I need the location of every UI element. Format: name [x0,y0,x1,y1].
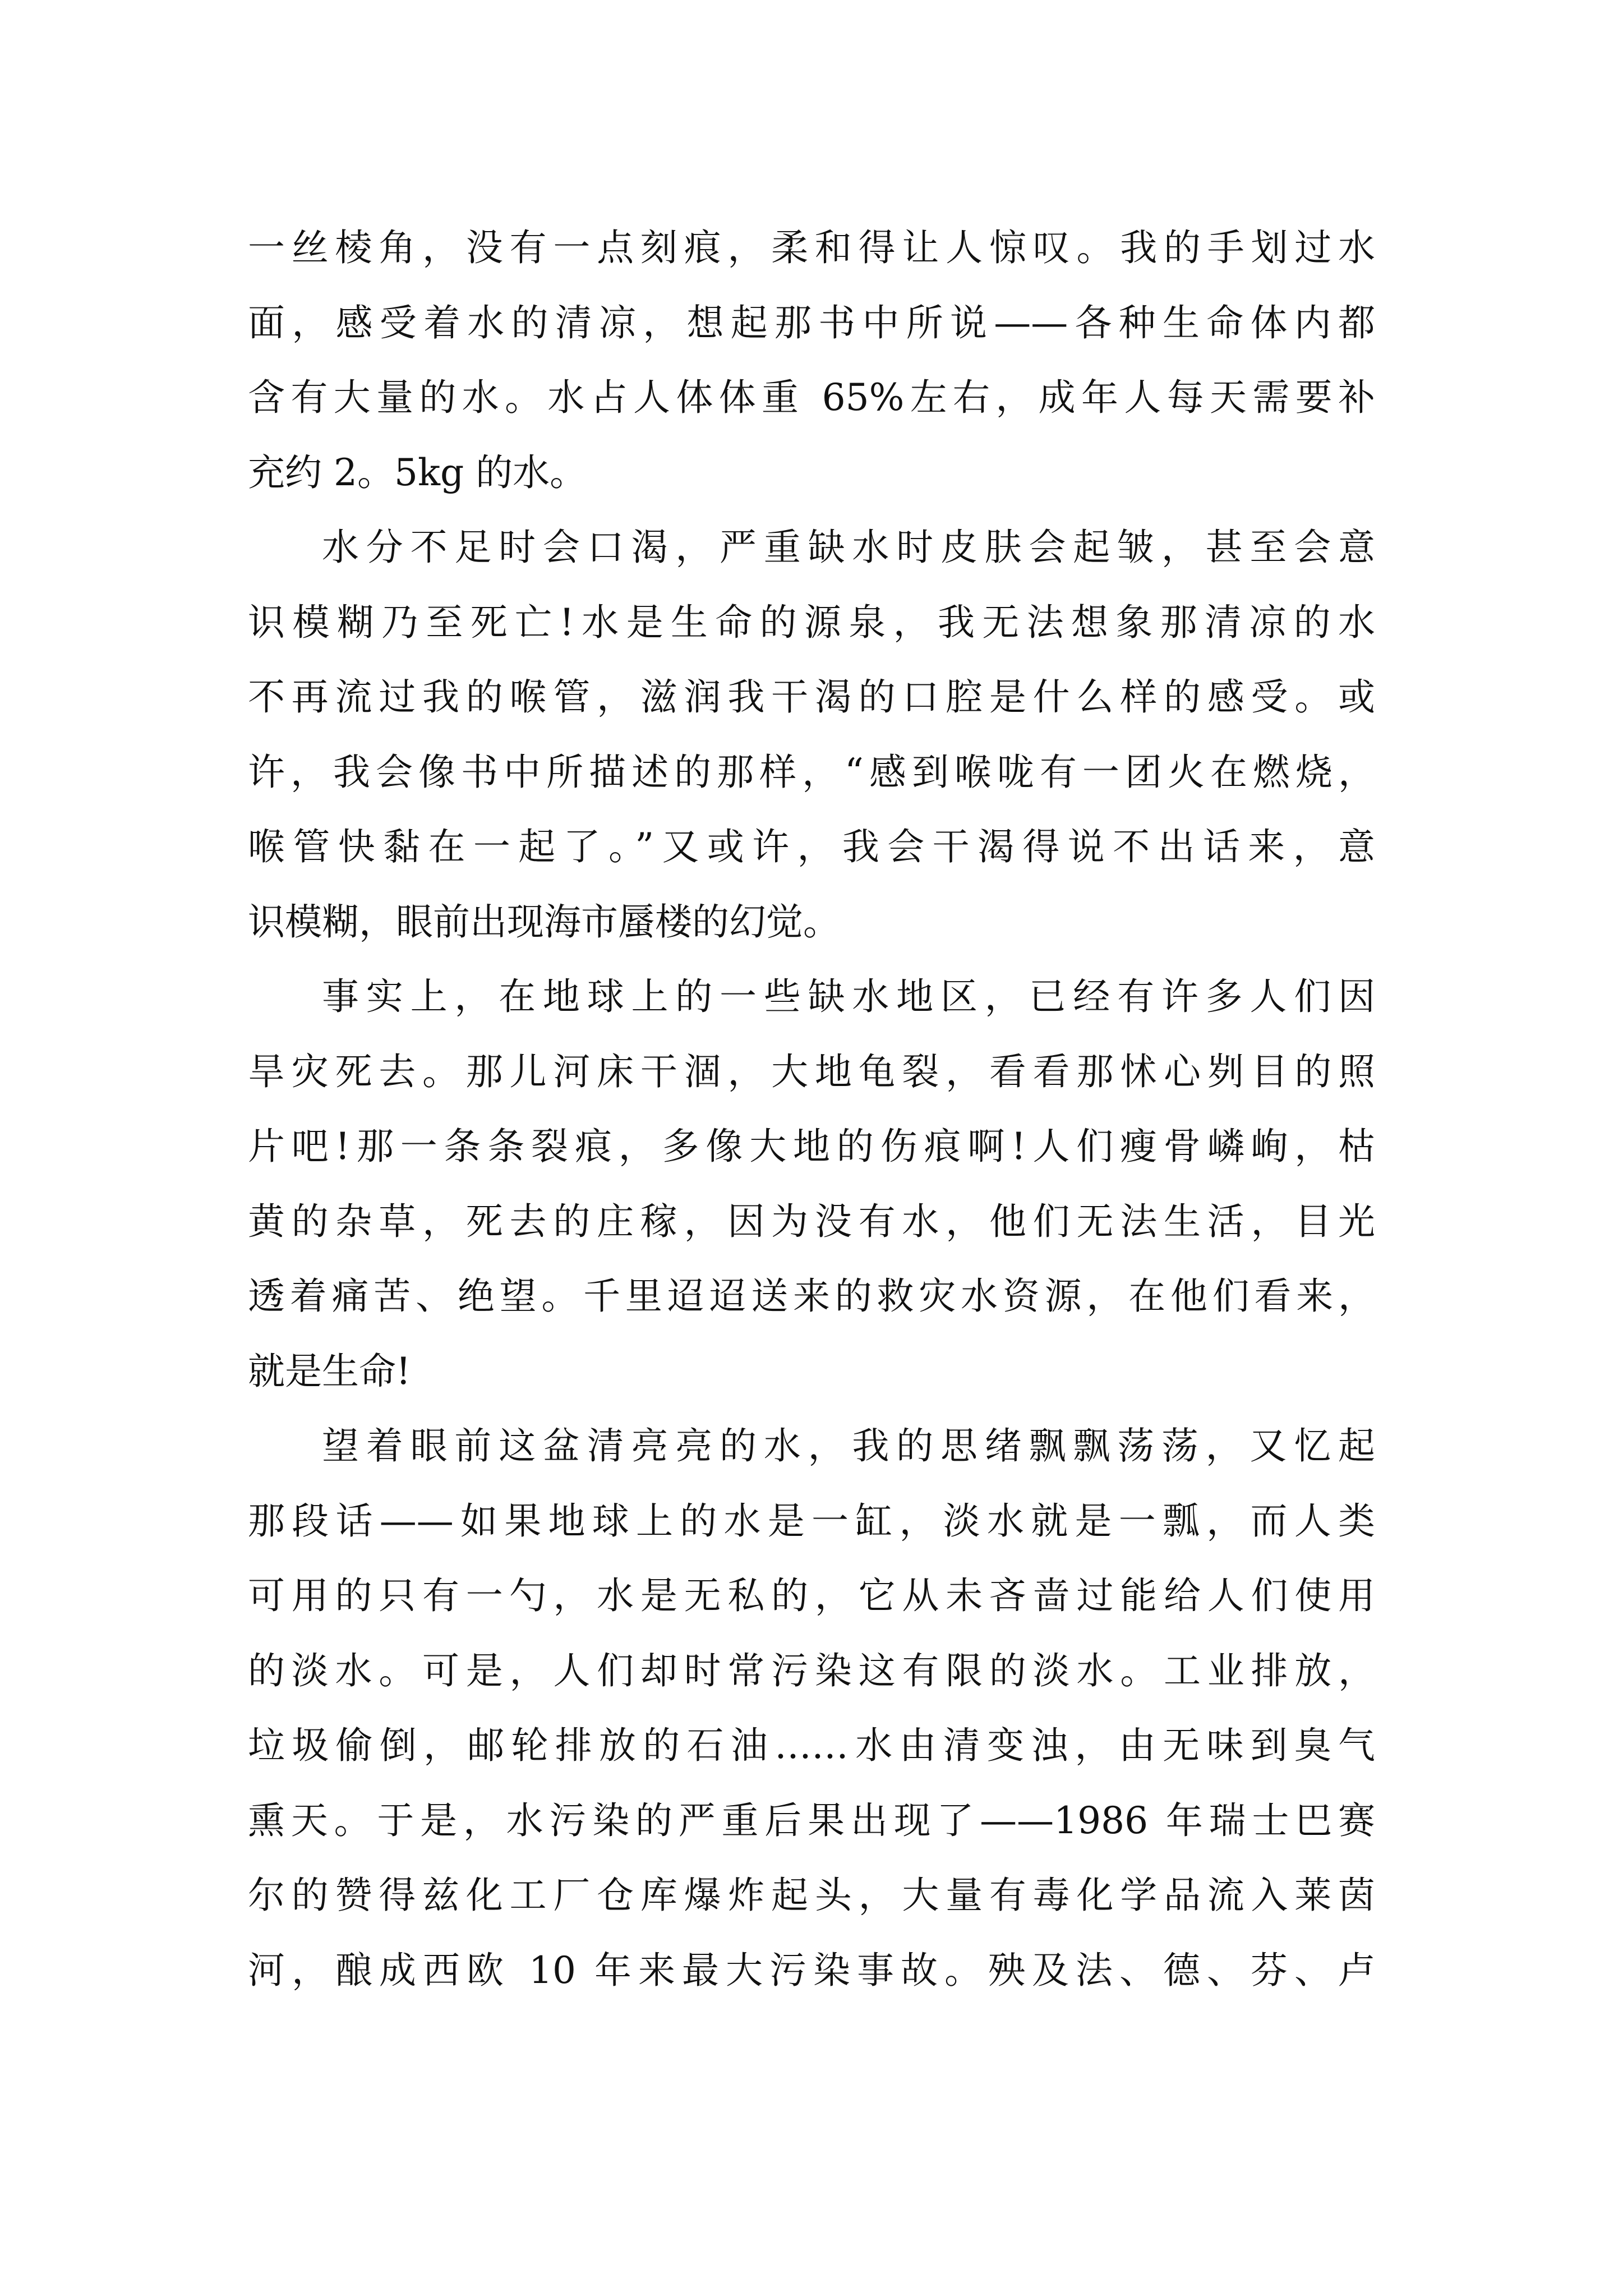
text-line: 识模糊，眼前出现海市蜃楼的幻觉。 [248,900,840,944]
text-line: 可用的只有一勺，水是无私的，它从未吝啬过能给人们使用 [248,1574,1375,1617]
text-line: 事实上，在地球上的一些缺水地区，已经有许多人们因 [322,975,1375,1018]
text-line: 透着痛苦、绝望。千里迢迢送来的救灾水资源，在他们看来， [248,1274,1375,1318]
text-line: 喉管快黏在一起了。”又或许，我会干渴得说不出话来，意 [248,825,1375,868]
text-line: 垃圾偷倒，邮轮排放的石油……水由清变浊，由无味到臭气 [248,1724,1375,1767]
text-line: 熏天。于是，水污染的严重后果出现了——1986 年瑞士巴赛 [248,1798,1375,1842]
text-line: 河，酿成西欧 10 年来最大污染事故。殃及法、德、芬、卢 [248,1948,1375,1992]
text-line: 识模糊乃至死亡!水是生命的源泉，我无法想象那清凉的水 [248,600,1375,644]
text-line: 尔的赞得兹化工厂仓库爆炸起头，大量有毒化学品流入莱茵 [248,1874,1375,1917]
text-line: 的淡水。可是，人们却时常污染这有限的淡水。工业排放， [248,1649,1375,1692]
text-line: 黄的杂草，死去的庄稼，因为没有水，他们无法生活，目光 [248,1199,1375,1243]
text-line: 就是生命! [248,1349,411,1393]
text-line: 望着眼前这盆清亮亮的水，我的思绪飘飘荡荡，又忆起 [322,1424,1375,1467]
text-line: 一丝棱角，没有一点刻痕，柔和得让人惊叹。我的手划过水 [248,226,1375,269]
text-line: 充约 2。5kg 的水。 [248,450,587,494]
text-line: 许，我会像书中所描述的那样，“感到喉咙有一团火在燃烧， [248,750,1375,794]
body-text [248,210,1375,2008]
text-line: 含有大量的水。水占人体体重 65%左右，成年人每天需要补 [248,376,1375,419]
text-line: 那段话——如果地球上的水是一缸，淡水就是一瓢，而人类 [248,1499,1375,1543]
text-line: 旱灾死去。那儿河床干涸，大地龟裂，看看那怵心刿目的照 [248,1050,1375,1093]
text-line: 片吧!那一条条裂痕，多像大地的伤痕啊!人们瘦骨嶙峋，枯 [248,1125,1375,1168]
text-line: 面，感受着水的清凉，想起那书中所说——各种生命体内都 [248,301,1375,344]
text-line: 不再流过我的喉管，滋润我干渴的口腔是什么样的感受。或 [248,675,1375,719]
text-line: 水分不足时会口渴，严重缺水时皮肤会起皱，甚至会意 [322,526,1375,569]
